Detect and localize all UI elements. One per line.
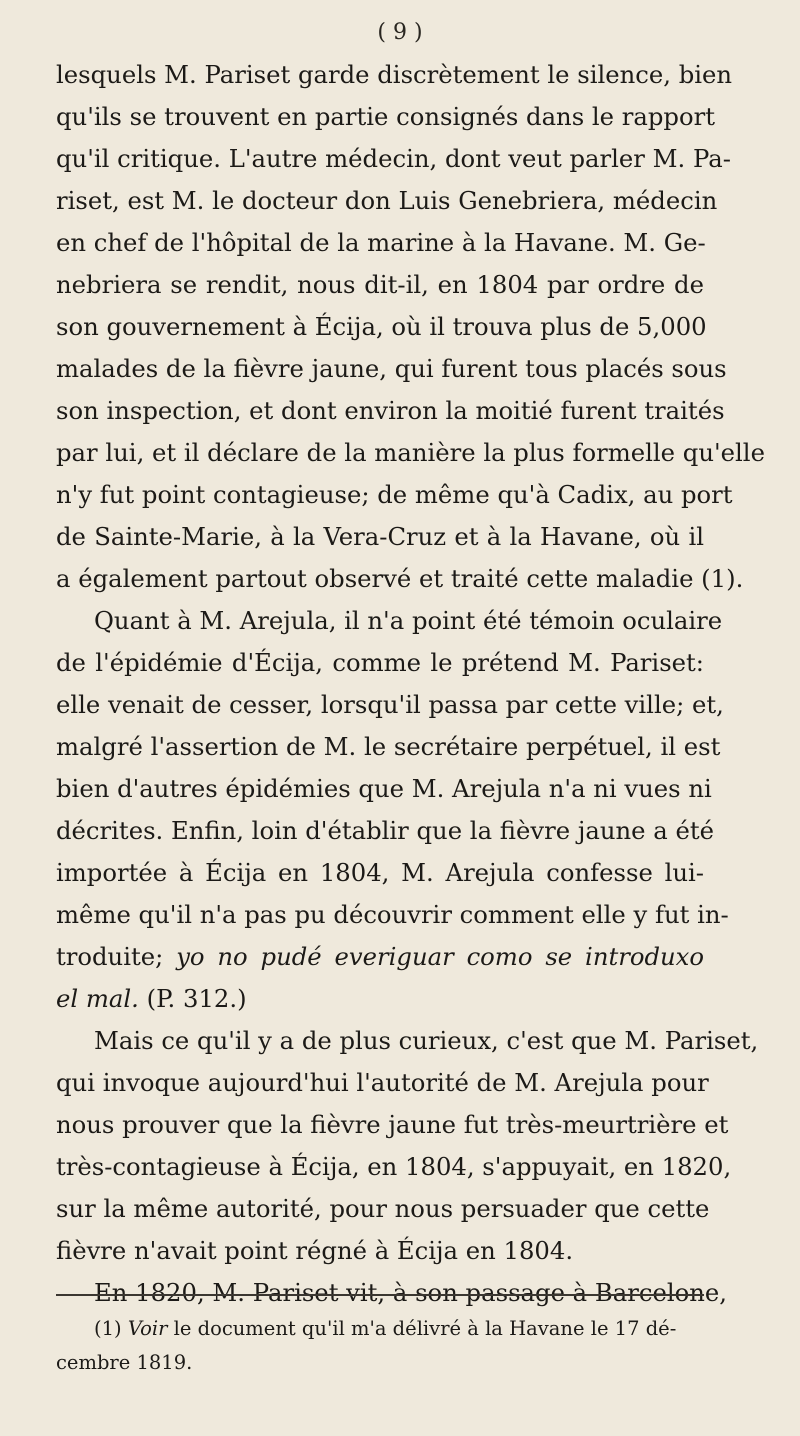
text-line: nous prouver que la fièvre jaune fut très-meurtrière et xyxy=(56,1110,729,1139)
text-line: nebriera se rendit, nous dit-il, en 1804 par ordre de xyxy=(56,270,704,299)
text-line: importée à Écija en 1804, M. Arejula confesse lui- xyxy=(56,858,704,887)
text-line: bien d'autres épidémies que M. Arejula n'a ni vues ni xyxy=(56,774,712,803)
text-line: elle venait de cesser, lorsqu'il passa par cette ville; et, xyxy=(56,690,724,719)
text-run: troduite; xyxy=(56,942,164,971)
spanish-quote-end: el mal. xyxy=(56,984,139,1013)
spanish-quote: yo no pudé everiguar como se introduxo xyxy=(176,942,705,971)
footnote-line: cembre 1819. xyxy=(56,1351,193,1374)
text-line-with-citation xyxy=(56,978,704,1020)
text-line: sur la même autorité, pour nous persuader que cette xyxy=(56,1194,710,1223)
text-line: malgré l'assertion de M. le secrétaire perpétuel, il est xyxy=(56,732,721,761)
text-line: son gouvernement à Écija, où il trouva plus de 5,000 xyxy=(56,312,707,341)
text-line: a également partout observé et traité cette maladie (1). xyxy=(56,564,744,593)
page-citation: (P. 312.) xyxy=(146,984,247,1013)
text-line: lesquels M. Pariset garde discrètement le silence, bien xyxy=(56,60,733,89)
text-line-with-quote xyxy=(56,936,704,978)
footnote-marker: (1) xyxy=(94,1317,122,1340)
text-line: n'y fut point contagieuse; de même qu'à Cadix, au port xyxy=(56,480,733,509)
text-line: fièvre n'avait point régné à Écija en 1804. xyxy=(56,1236,574,1265)
text-line: son inspection, et dont environ la moitié furent traités xyxy=(56,396,725,425)
text-line: de l'épidémie d'Écija, comme le prétend M. Pariset: xyxy=(56,648,704,677)
body-text xyxy=(56,54,765,1314)
text-line: par lui, et il déclare de la manière la plus formelle qu'elle xyxy=(56,438,765,467)
footnote xyxy=(56,1312,704,1380)
text-line: de Sainte-Marie, à la Vera-Cruz et à la Havane, où il xyxy=(56,522,704,551)
text-line: en chef de l'hôpital de la marine à la Havane. M. Ge- xyxy=(56,228,706,257)
text-line: qui invoque aujourd'hui l'autorité de M. Arejula pour xyxy=(56,1068,709,1097)
footnote-divider xyxy=(56,1294,704,1296)
text-line: En 1820, M. Pariset vit, à son passage à Barcelone, xyxy=(94,1278,727,1307)
page-number: ( 9 ) xyxy=(377,20,423,45)
footnote-italic: Voir xyxy=(127,1317,168,1340)
text-line: riset, est M. le docteur don Luis Genebriera, médecin xyxy=(56,186,718,215)
text-line: malades de la fièvre jaune, qui furent tous placés sous xyxy=(56,354,727,383)
text-line: même qu'il n'a pas pu découvrir comment elle y fut in- xyxy=(56,900,729,929)
text-line: Mais ce qu'il y a de plus curieux, c'est que M. Pariset, xyxy=(94,1026,759,1055)
text-line: Quant à M. Arejula, il n'a point été témoin oculaire xyxy=(94,606,723,635)
text-line: qu'ils se trouvent en partie consignés dans le rapport xyxy=(56,102,715,131)
footnote-text: le document qu'il m'a délivré à la Havane le 17 dé- xyxy=(173,1317,677,1340)
text-line: décrites. Enfin, loin d'établir que la fièvre jaune a été xyxy=(56,816,714,845)
text-line: très-contagieuse à Écija, en 1804, s'appuyait, en 1820, xyxy=(56,1152,732,1181)
footnote-line xyxy=(56,1312,704,1346)
text-line: qu'il critique. L'autre médecin, dont veut parler M. Pa- xyxy=(56,144,731,173)
